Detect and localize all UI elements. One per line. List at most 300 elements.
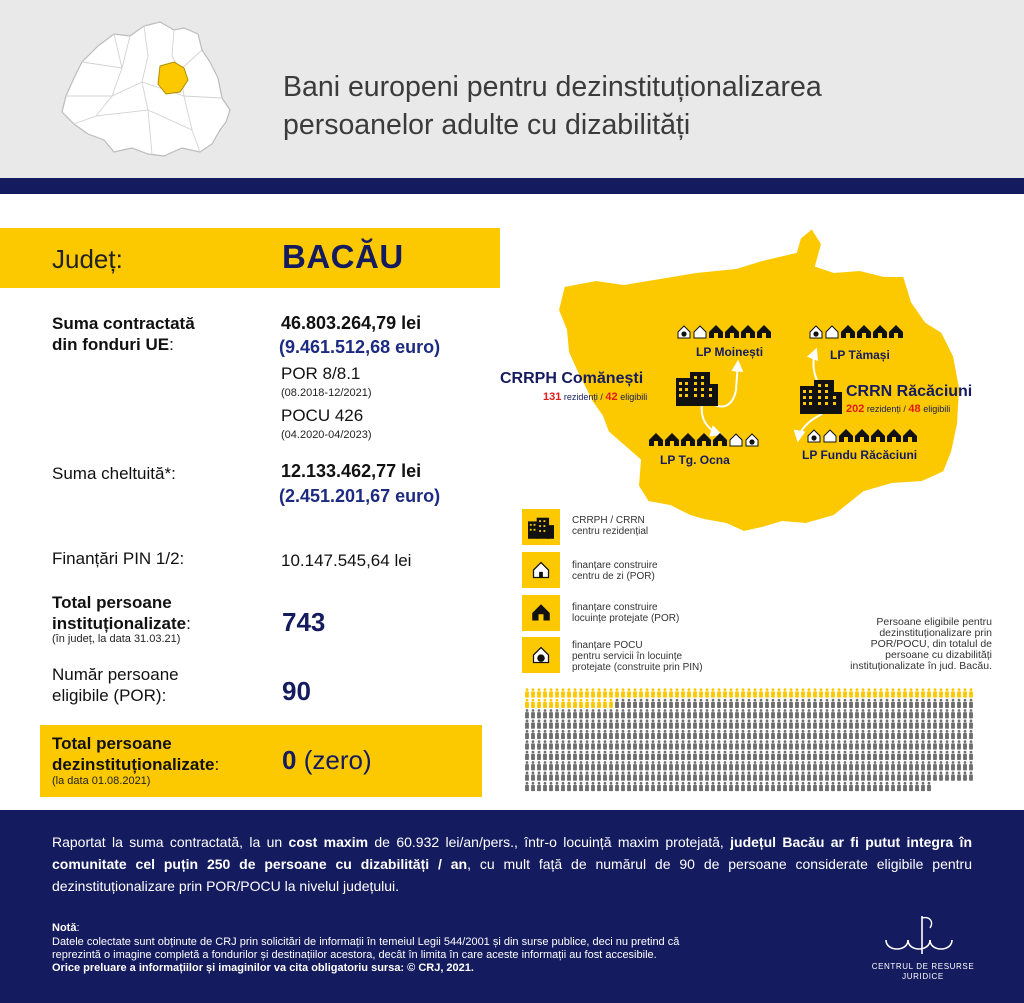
person	[969, 772, 973, 781]
person-eligible	[861, 688, 865, 697]
person	[759, 730, 763, 739]
person	[687, 730, 691, 739]
person	[753, 720, 757, 729]
person-eligible	[531, 699, 535, 708]
page-title-line1: Bani europeni pentru dezinstituționalizarea	[283, 71, 822, 103]
person-eligible	[945, 688, 949, 697]
person	[861, 699, 865, 708]
person	[699, 730, 703, 739]
person	[759, 751, 763, 760]
person	[759, 740, 763, 749]
person	[825, 740, 829, 749]
person	[663, 751, 667, 760]
person	[969, 730, 973, 739]
person	[597, 782, 601, 791]
person	[795, 709, 799, 718]
person	[633, 699, 637, 708]
person	[591, 772, 595, 781]
person	[609, 761, 613, 770]
eligible-label-line2: eligibile (POR):	[52, 686, 167, 705]
contracted-label-line2: din fonduri UE	[52, 335, 170, 354]
person	[693, 772, 697, 781]
person	[909, 772, 913, 781]
person	[633, 730, 637, 739]
person	[585, 782, 589, 791]
person	[945, 720, 949, 729]
person	[729, 751, 733, 760]
person-eligible	[525, 699, 529, 708]
person	[795, 740, 799, 749]
person	[633, 751, 637, 760]
person	[675, 709, 679, 718]
person	[687, 751, 691, 760]
person-eligible	[813, 688, 817, 697]
person	[723, 730, 727, 739]
eligible-label	[52, 664, 179, 706]
person	[807, 761, 811, 770]
person	[525, 761, 529, 770]
person	[897, 720, 901, 729]
person	[603, 740, 607, 749]
person	[783, 699, 787, 708]
person-eligible	[603, 699, 607, 708]
person	[963, 730, 967, 739]
person	[711, 782, 715, 791]
person	[573, 709, 577, 718]
person	[567, 740, 571, 749]
person	[561, 709, 565, 718]
person-eligible	[609, 699, 613, 708]
person	[537, 772, 541, 781]
person	[963, 709, 967, 718]
person	[597, 720, 601, 729]
person	[699, 761, 703, 770]
person	[693, 709, 697, 718]
person	[543, 709, 547, 718]
person	[609, 709, 613, 718]
person	[609, 740, 613, 749]
person	[663, 761, 667, 770]
person	[891, 730, 895, 739]
person	[717, 720, 721, 729]
person	[579, 772, 583, 781]
contracted-euro: (9.461.512,68 euro)	[279, 337, 441, 357]
person	[825, 761, 829, 770]
person	[939, 709, 943, 718]
person	[549, 720, 553, 729]
person	[675, 772, 679, 781]
person	[531, 772, 535, 781]
person	[819, 761, 823, 770]
person	[531, 720, 535, 729]
person	[657, 772, 661, 781]
person	[783, 761, 787, 770]
person	[855, 772, 859, 781]
person	[909, 751, 913, 760]
person	[807, 709, 811, 718]
legend-protected-housing-icon	[522, 595, 560, 631]
person	[963, 761, 967, 770]
person-eligible	[549, 688, 553, 697]
person	[525, 720, 529, 729]
person	[639, 730, 643, 739]
person	[831, 740, 835, 749]
person	[849, 740, 853, 749]
person	[765, 709, 769, 718]
person	[741, 730, 745, 739]
people-pictogram	[524, 688, 974, 792]
page-title	[283, 68, 1003, 144]
person	[543, 730, 547, 739]
person	[525, 709, 529, 718]
person	[699, 772, 703, 781]
center2-stats	[846, 403, 950, 415]
person	[801, 782, 805, 791]
person	[885, 699, 889, 708]
person	[687, 740, 691, 749]
center1-residents: 131	[543, 391, 562, 403]
person	[795, 720, 799, 729]
person	[951, 772, 955, 781]
person	[831, 772, 835, 781]
legend-item-protected-housing	[572, 602, 679, 624]
eligible-note-line2: dezinstituționalizare prin	[879, 627, 992, 639]
person	[963, 751, 967, 760]
person	[591, 751, 595, 760]
person	[669, 782, 673, 791]
person-eligible	[537, 699, 541, 708]
person	[795, 772, 799, 781]
person-eligible	[801, 688, 805, 697]
person	[879, 699, 883, 708]
person	[531, 782, 535, 791]
person	[909, 720, 913, 729]
person	[921, 740, 925, 749]
person	[825, 782, 829, 791]
person	[813, 730, 817, 739]
person-eligible	[933, 688, 937, 697]
person	[933, 709, 937, 718]
person	[879, 740, 883, 749]
person	[801, 730, 805, 739]
person	[741, 782, 745, 791]
crj-logo-line1: CENTRUL DE RESURSE	[871, 962, 975, 971]
person	[621, 761, 625, 770]
footer-note-title: Notă:	[52, 922, 80, 934]
person-eligible	[555, 688, 559, 697]
deinstitutionalized-label-line2: dezinstituționalizate	[52, 755, 215, 774]
person-eligible	[561, 699, 565, 708]
person	[567, 761, 571, 770]
person	[555, 740, 559, 749]
person	[903, 751, 907, 760]
person	[609, 751, 613, 760]
person	[921, 720, 925, 729]
person	[795, 782, 799, 791]
crj-logo-text	[860, 962, 986, 982]
person	[867, 720, 871, 729]
person	[699, 782, 703, 791]
center2-residents: 202	[846, 403, 865, 415]
person	[621, 772, 625, 781]
person	[585, 720, 589, 729]
person	[567, 782, 571, 791]
person-eligible	[537, 688, 541, 697]
person	[549, 740, 553, 749]
person	[627, 740, 631, 749]
person	[543, 772, 547, 781]
person	[849, 730, 853, 739]
program-por-period: (08.2018-12/2021)	[281, 387, 372, 399]
person	[735, 709, 739, 718]
person	[699, 740, 703, 749]
person	[735, 761, 739, 770]
person	[861, 709, 865, 718]
person-eligible	[831, 688, 835, 697]
person	[927, 751, 931, 760]
person-eligible	[927, 688, 931, 697]
person	[651, 699, 655, 708]
person	[663, 772, 667, 781]
person-eligible	[765, 688, 769, 697]
person	[783, 772, 787, 781]
person	[675, 761, 679, 770]
spent-lei: 12.133.462,77 lei	[281, 461, 422, 481]
pin-label: Finanțări PIN 1/2:	[52, 549, 185, 568]
person	[903, 772, 907, 781]
person	[699, 699, 703, 708]
person	[777, 740, 781, 749]
person	[963, 720, 967, 729]
person	[849, 772, 853, 781]
person	[627, 761, 631, 770]
person	[843, 751, 847, 760]
person	[951, 751, 955, 760]
person	[573, 782, 577, 791]
person-eligible	[777, 688, 781, 697]
person	[915, 772, 919, 781]
pin-value: 10.147.545,64 lei	[281, 551, 412, 570]
person	[693, 720, 697, 729]
person	[735, 751, 739, 760]
person	[873, 699, 877, 708]
person	[603, 720, 607, 729]
person	[957, 720, 961, 729]
person	[693, 751, 697, 760]
person-eligible	[705, 688, 709, 697]
person	[891, 699, 895, 708]
person	[735, 782, 739, 791]
crj-logo-line2: JURIDICE	[902, 972, 944, 981]
person	[663, 740, 667, 749]
person	[633, 709, 637, 718]
person	[741, 772, 745, 781]
person-eligible	[597, 688, 601, 697]
person	[957, 699, 961, 708]
center2-eligible-label: eligibili	[923, 404, 951, 414]
person	[831, 699, 835, 708]
person	[555, 720, 559, 729]
footer-note-line3: Orice preluare a informațiilor și imaginilor va cita obligatoriu sursa: © CRJ, 2021.	[52, 962, 474, 974]
person	[873, 761, 877, 770]
person	[837, 761, 841, 770]
person	[675, 782, 679, 791]
person	[585, 730, 589, 739]
person-eligible	[657, 688, 661, 697]
person	[549, 709, 553, 718]
institutionalized-label: Total persoane instituționalizate:	[52, 593, 191, 633]
legend-residential-line2: centru rezidențial	[572, 526, 649, 537]
eligible-value: 90	[282, 676, 311, 706]
person	[909, 730, 913, 739]
person	[627, 699, 631, 708]
person	[543, 761, 547, 770]
person	[627, 709, 631, 718]
person	[831, 782, 835, 791]
person	[723, 699, 727, 708]
footer-note-line1: Datele colectate sunt obținute de CRJ prin solicitări de informații în temeiul Legii 544/2001 și din surse publice, deci nu pretind că	[52, 936, 680, 948]
person	[759, 709, 763, 718]
person-eligible	[543, 688, 547, 697]
person	[681, 772, 685, 781]
person	[777, 709, 781, 718]
person	[939, 720, 943, 729]
person-eligible	[951, 688, 955, 697]
person	[927, 699, 931, 708]
person	[645, 720, 649, 729]
person	[693, 761, 697, 770]
person	[945, 761, 949, 770]
footer-text-1-bold: cost maxim	[288, 834, 369, 850]
person-eligible	[909, 688, 913, 697]
person-eligible	[597, 699, 601, 708]
person	[969, 699, 973, 708]
institutionalized-label-line2: instituționalizate	[52, 614, 187, 633]
person	[771, 720, 775, 729]
person	[729, 709, 733, 718]
person	[957, 740, 961, 749]
person-eligible	[939, 688, 943, 697]
person	[579, 782, 583, 791]
person	[549, 761, 553, 770]
person	[957, 761, 961, 770]
person	[903, 699, 907, 708]
person	[969, 761, 973, 770]
person	[621, 782, 625, 791]
person	[615, 699, 619, 708]
person	[537, 740, 541, 749]
person	[771, 782, 775, 791]
person	[729, 699, 733, 708]
legend-day-center-line1: finanțare construire	[572, 560, 658, 571]
person	[687, 761, 691, 770]
person	[843, 730, 847, 739]
person	[645, 699, 649, 708]
person	[945, 709, 949, 718]
person	[711, 772, 715, 781]
legend-protected-line2: locuințe protejate (POR)	[572, 613, 680, 624]
person	[711, 740, 715, 749]
person	[681, 740, 685, 749]
person	[747, 720, 751, 729]
person	[675, 740, 679, 749]
person	[657, 720, 661, 729]
person	[615, 772, 619, 781]
person	[891, 740, 895, 749]
person	[873, 751, 877, 760]
person	[879, 709, 883, 718]
person	[891, 709, 895, 718]
legend-item-day-center	[572, 560, 658, 582]
person	[561, 740, 565, 749]
person	[951, 730, 955, 739]
person	[747, 740, 751, 749]
person	[807, 730, 811, 739]
person-eligible	[921, 688, 925, 697]
person	[813, 720, 817, 729]
person-eligible	[591, 688, 595, 697]
person	[807, 751, 811, 760]
eligible-note	[782, 617, 992, 672]
person	[711, 709, 715, 718]
person	[741, 709, 745, 718]
person	[945, 740, 949, 749]
person	[681, 751, 685, 760]
person	[531, 751, 535, 760]
person	[741, 751, 745, 760]
person	[915, 730, 919, 739]
person	[933, 772, 937, 781]
person	[585, 761, 589, 770]
person	[867, 772, 871, 781]
person	[957, 730, 961, 739]
person	[609, 720, 613, 729]
person	[537, 761, 541, 770]
person	[639, 720, 643, 729]
person	[873, 740, 877, 749]
county-label: Județ:	[52, 244, 123, 274]
person-eligible	[723, 688, 727, 697]
person	[789, 761, 793, 770]
person	[879, 772, 883, 781]
person-eligible	[681, 688, 685, 697]
person-eligible	[633, 688, 637, 697]
footer-paragraph	[52, 831, 972, 897]
person	[915, 740, 919, 749]
person-eligible	[867, 688, 871, 697]
person	[783, 740, 787, 749]
person	[825, 772, 829, 781]
person	[759, 772, 763, 781]
person	[573, 720, 577, 729]
person	[909, 699, 913, 708]
person	[951, 709, 955, 718]
person	[753, 782, 757, 791]
person	[597, 709, 601, 718]
person-eligible	[795, 688, 799, 697]
person	[927, 709, 931, 718]
person	[849, 720, 853, 729]
person	[543, 782, 547, 791]
person	[783, 730, 787, 739]
person	[573, 740, 577, 749]
person	[621, 699, 625, 708]
person-eligible	[669, 688, 673, 697]
person	[747, 730, 751, 739]
person-eligible	[579, 688, 583, 697]
person	[933, 761, 937, 770]
person	[645, 772, 649, 781]
